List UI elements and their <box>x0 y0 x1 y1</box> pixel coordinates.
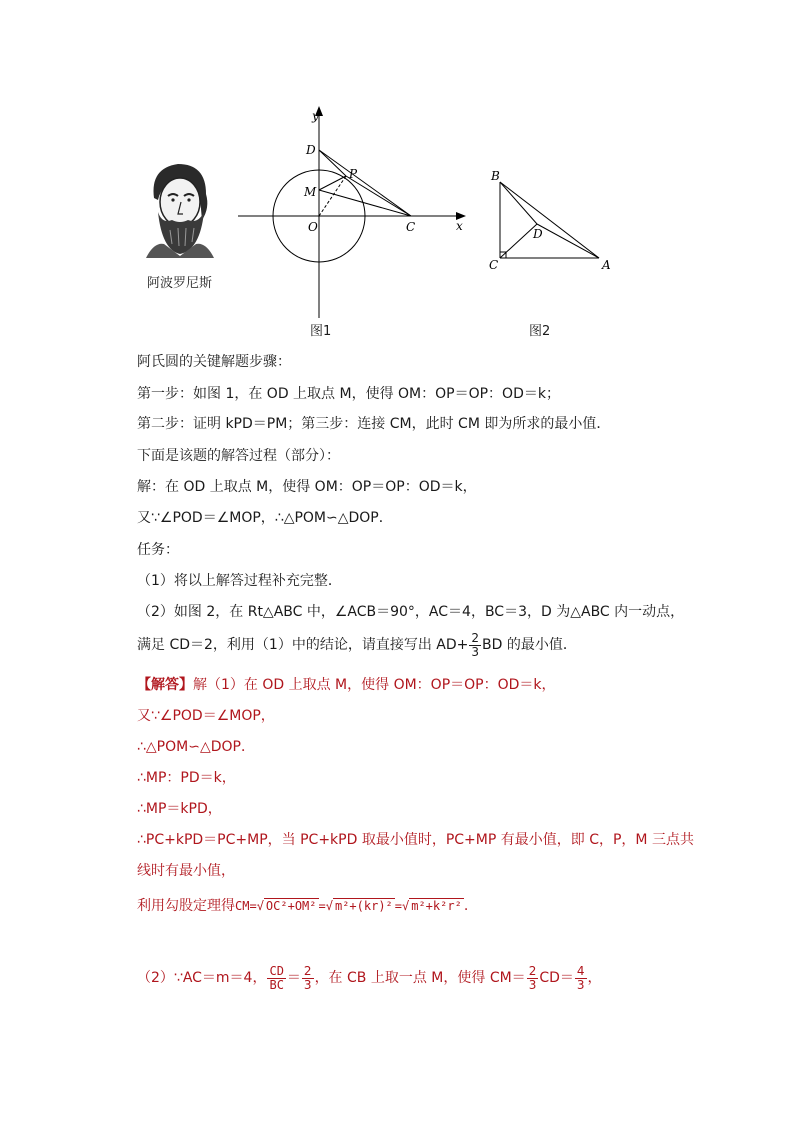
answer-line-8: 利用勾股定理得CM=√ OC²+OM² =√ m²+(kr)² =√ m²+k²r² . <box>137 898 469 914</box>
fig2-label-A: A <box>602 258 611 272</box>
answer-part-2-line <box>137 960 602 996</box>
answer-line-5: ∴MP＝kPD， <box>137 801 222 817</box>
fig1-label-C: C <box>406 220 416 234</box>
part2-pre: （2）∵AC＝m＝4， <box>137 970 267 986</box>
figure-1-diagram <box>230 100 480 320</box>
fig1-label-D: D <box>306 143 316 157</box>
figure-2-caption: 图2 <box>529 324 551 339</box>
problem-line-1: 阿氏圆的关键解题步骤： <box>137 354 291 370</box>
fig1-label-O: O <box>308 220 318 234</box>
problem-line-10-b: BD 的最小值． <box>482 637 577 653</box>
fraction-4-3 <box>575 965 587 992</box>
portrait-caption: 阿波罗尼斯 <box>147 276 213 291</box>
problem-line-3: 第二步：证明 kPD＝PM；第三步：连接 CM，此时 CM 即为所求的最小值． <box>137 416 611 432</box>
frac-3b: 3 <box>528 977 537 992</box>
fig2-label-D: D <box>533 227 543 241</box>
fraction-denominator: 3 <box>471 644 479 659</box>
frac-bc: BC <box>269 977 284 992</box>
answer-line-7: 线时有最小值， <box>137 863 235 879</box>
frac-cd: CD <box>269 963 284 978</box>
formula-end: . <box>463 898 469 914</box>
answer-line-3: ∴△POM∽△DOP． <box>137 739 255 755</box>
figure-2-diagram <box>482 162 622 274</box>
problem-line-10 <box>137 628 577 662</box>
fig1-label-M: M <box>304 185 317 199</box>
answer-tag: 【解答】 <box>137 677 193 693</box>
fig1-label-y: y <box>312 109 319 123</box>
answer-line-1-text: 解（1）在 OD 上取点 M，使得 OM：OP＝OP：OD＝k， <box>193 677 556 693</box>
fraction-two-thirds <box>469 632 481 659</box>
frac-3a: 3 <box>303 977 312 992</box>
part2-cd: CD＝ <box>539 970 574 986</box>
fraction-2-3-a <box>302 965 314 992</box>
problem-line-5: 解：在 OD 上取点 M，使得 OM：OP＝OP：OD＝k， <box>137 479 477 495</box>
answer-line-6: ∴PC+kPD＝PC+MP，当 PC+kPD 取最小值时，PC+MP 有最小值，即 C，P，M 三点共 <box>137 832 694 848</box>
answer-line-4: ∴MP：PD＝k， <box>137 770 236 786</box>
fig2-label-B: B <box>491 169 500 183</box>
formula-eq-2: = <box>394 899 402 913</box>
radical-2: m²+(kr)² <box>334 899 393 913</box>
problem-line-10-a: 满足 CD＝2，利用（1）中的结论，请直接写出 AD+ <box>137 637 469 653</box>
problem-line-8: （1）将以上解答过程补充完整． <box>137 573 342 589</box>
fraction-cd-bc <box>267 965 285 992</box>
frac-2a: 2 <box>303 963 312 978</box>
pythagoras-text: 利用勾股定理得 <box>137 898 235 914</box>
fig1-label-P: P <box>349 167 358 181</box>
problem-line-6: 又∵∠POD＝∠MOP，∴△POM∽△DOP． <box>137 510 393 526</box>
problem-line-2: 第一步：如图 1，在 OD 上取点 M，使得 OM：OP＝OP：OD＝k； <box>137 386 560 402</box>
frac-4: 4 <box>576 963 585 978</box>
problem-line-9: （2）如图 2，在 Rt△ABC 中，∠ACB＝90°，AC＝4，BC＝3，D 为△ABC 内一动点， <box>137 604 685 620</box>
problem-line-7: 任务： <box>137 542 179 558</box>
fraction-2-3-b <box>527 965 539 992</box>
fraction-numerator: 2 <box>471 630 479 645</box>
answer-line-2: 又∵∠POD＝∠MOP， <box>137 708 275 724</box>
formula-eq-1: = <box>318 899 326 913</box>
radical-3: m²+k²r² <box>411 899 462 913</box>
radical-1: OC²+OM² <box>265 899 317 913</box>
fig2-label-C: C <box>489 258 499 272</box>
figure-1-caption: 图1 <box>310 324 332 339</box>
part2-mid: ，在 CB 上取一点 M，使得 CM＝ <box>314 970 526 986</box>
part2-end: ， <box>587 970 602 986</box>
answer-line-1 <box>137 675 556 695</box>
part2-eq: ＝ <box>286 970 301 986</box>
problem-line-4: 下面是该题的解答过程（部分）： <box>137 448 340 464</box>
apollonius-portrait <box>140 158 218 264</box>
fig1-label-x: x <box>456 219 463 233</box>
formula-cm: CM= <box>235 899 257 913</box>
frac-2b: 2 <box>528 963 537 978</box>
frac-3c: 3 <box>576 977 585 992</box>
